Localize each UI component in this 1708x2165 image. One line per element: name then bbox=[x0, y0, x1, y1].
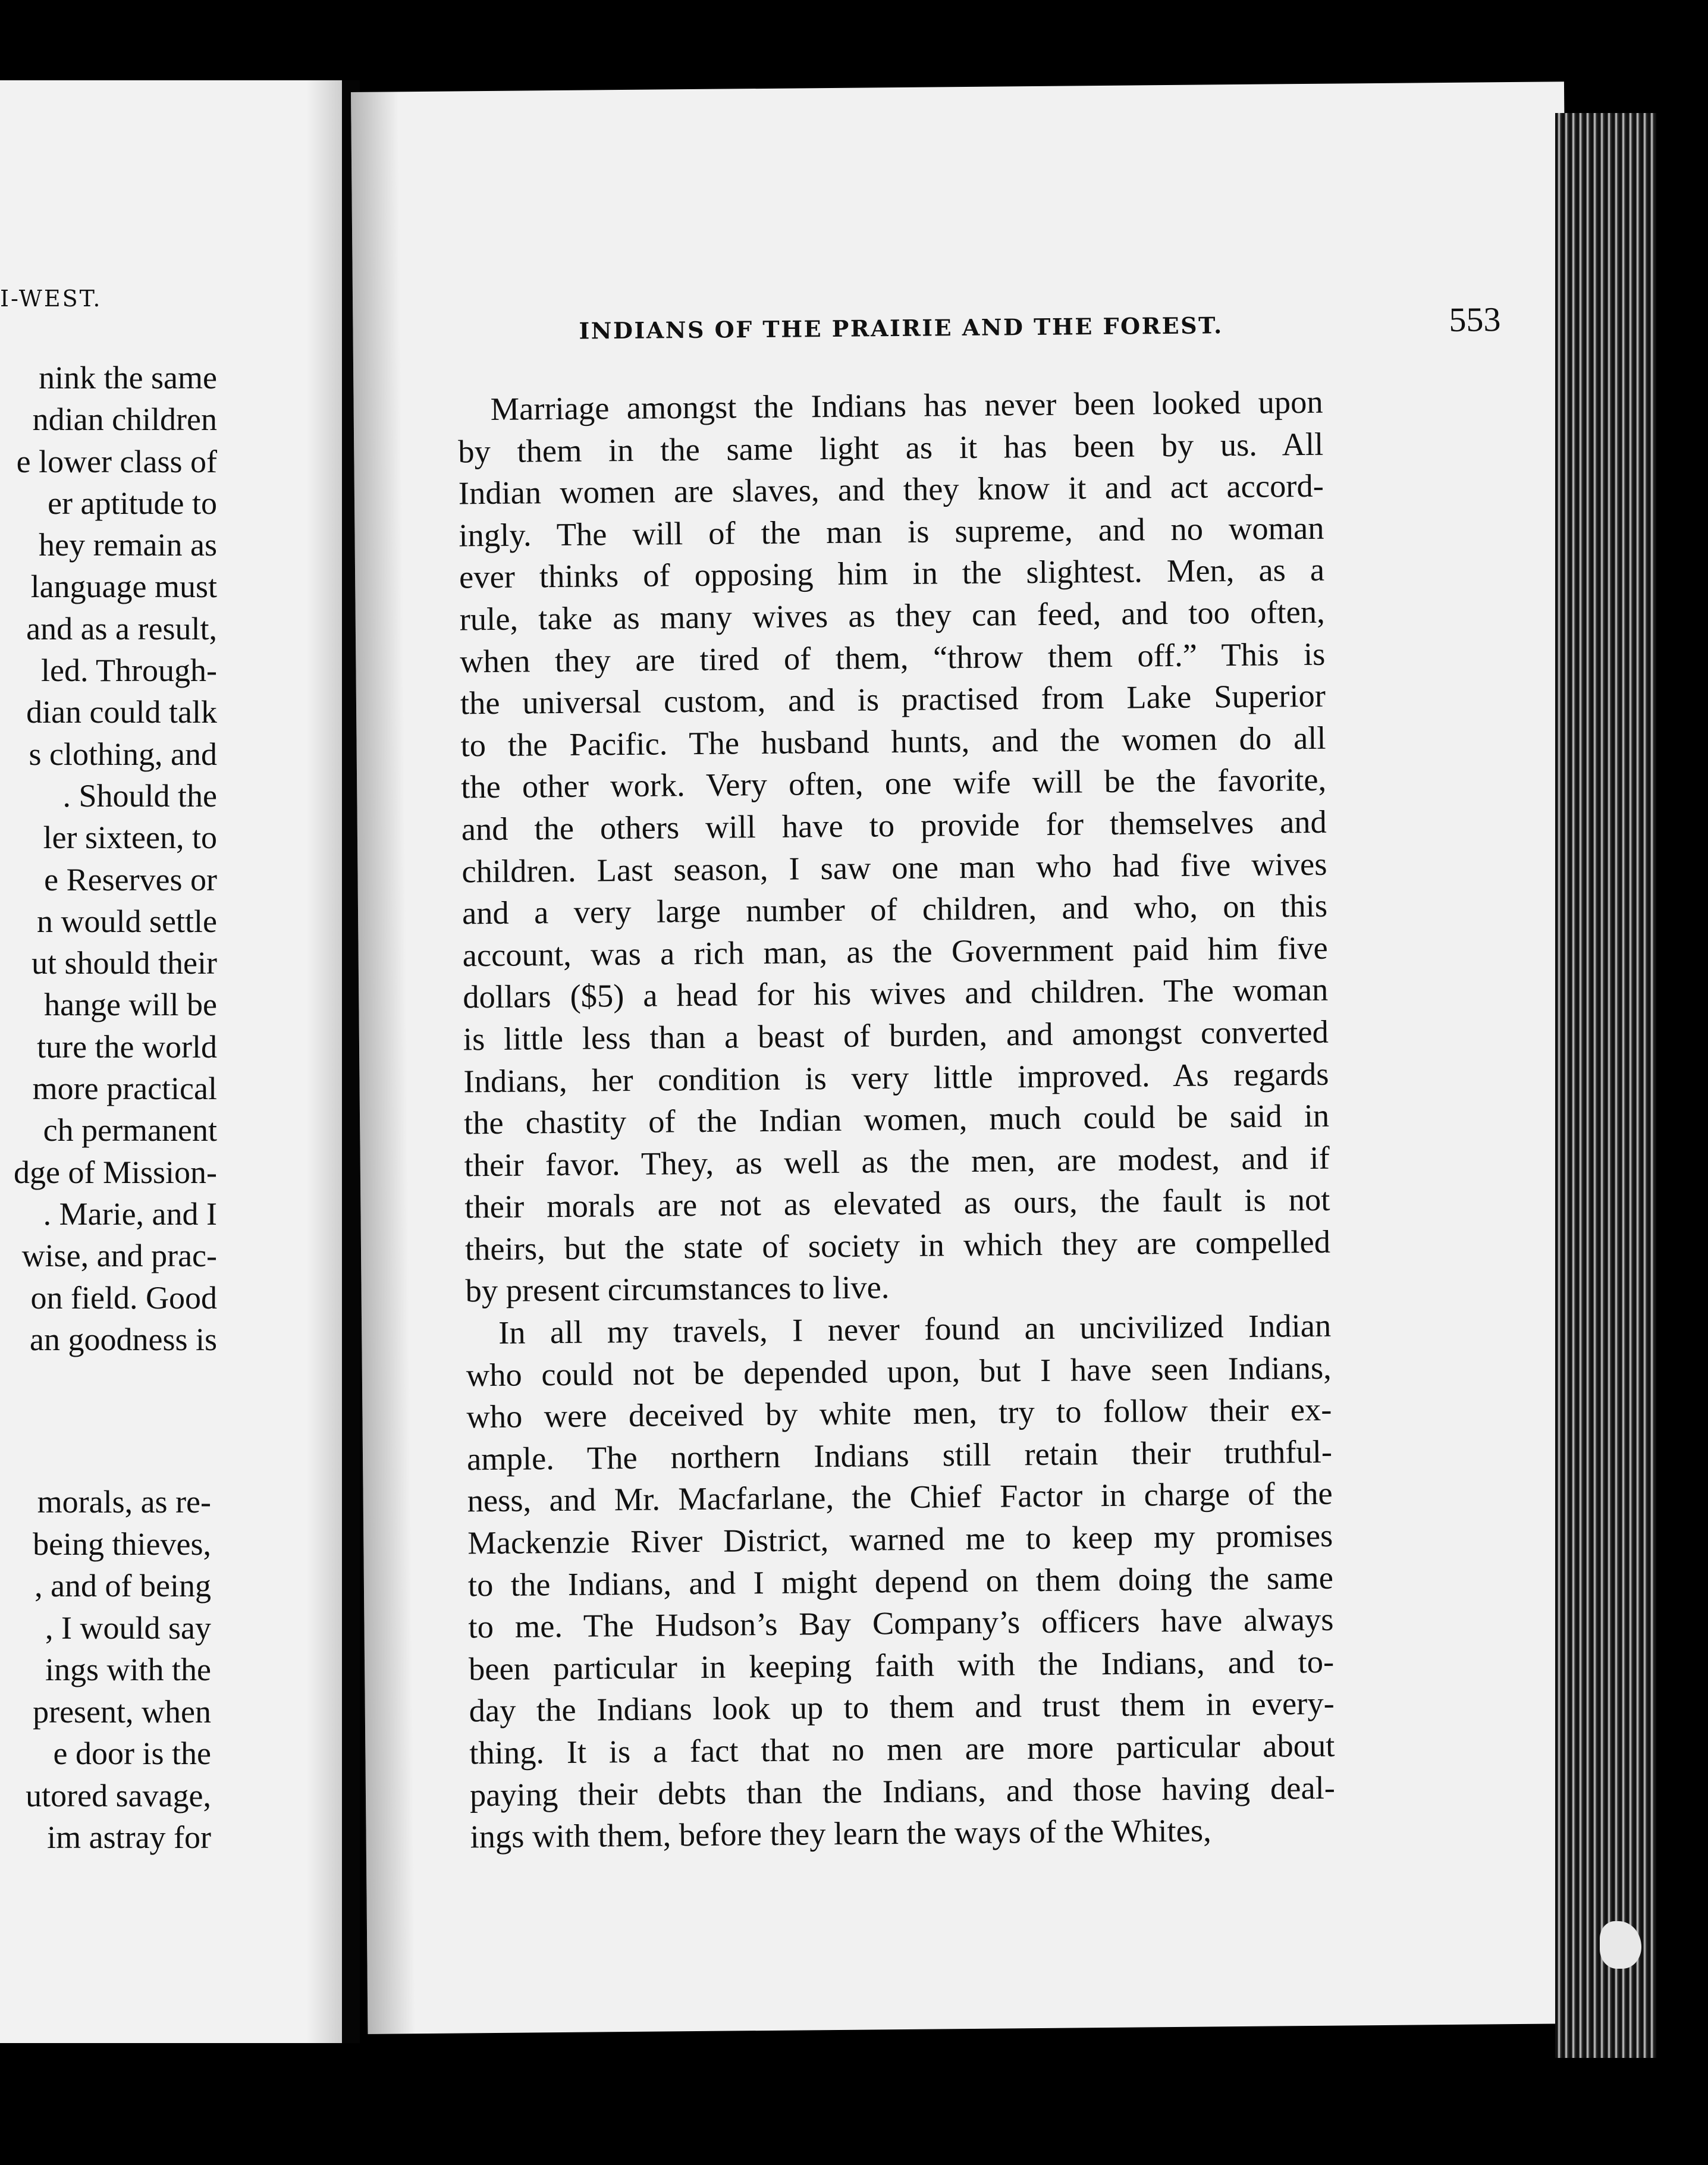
left-page-line: n would settle bbox=[37, 903, 217, 939]
left-page-line: dian could talk bbox=[26, 694, 217, 730]
left-page-line: ut should their bbox=[32, 945, 217, 981]
left-page-line: hey remain as bbox=[39, 527, 217, 563]
left-page-line: , and of being bbox=[34, 1568, 211, 1604]
body-line: ever thinks of opposing him in the slightest. Men, as a bbox=[459, 551, 1325, 595]
body-line: to the Indians, and I might depend on them doing the same bbox=[467, 1559, 1334, 1604]
gutter-shadow bbox=[306, 80, 342, 2043]
body-line: been particular in keeping faith with the Indians, and to- bbox=[468, 1643, 1335, 1687]
body-line: the chastity of the Indian women, much could be said in bbox=[463, 1097, 1330, 1141]
body-line: and the others will have to provide for themselves and bbox=[461, 803, 1327, 848]
left-page-line: er aptitude to bbox=[48, 485, 217, 521]
page-number: 553 bbox=[1449, 300, 1501, 339]
left-page-line: more practical bbox=[32, 1071, 217, 1107]
left-page-line: morals, as re- bbox=[37, 1484, 211, 1520]
body-line: day the Indians look up to them and trust them in every- bbox=[469, 1685, 1335, 1729]
body-line: ingly. The will of the man is supreme, and no woman bbox=[459, 509, 1324, 554]
body-line: who could not be depended upon, but I have seen Indians, bbox=[466, 1349, 1332, 1394]
left-page-line: ture the world bbox=[37, 1028, 217, 1065]
left-page-line: e Reserves or bbox=[44, 861, 217, 898]
body-line: account, was a rich man, as the Government paid him five bbox=[462, 929, 1328, 974]
body-line: the universal custom, and is practised from Lake Superior bbox=[460, 677, 1326, 721]
left-page-line: ndian children bbox=[32, 401, 217, 438]
body-line: ings with them, before they learn the ways of the Whites, bbox=[470, 1812, 1211, 1855]
left-running-head: I-WEST. bbox=[0, 285, 102, 312]
body-line: paying their debts than the Indians, and those having deal- bbox=[469, 1769, 1336, 1813]
left-page-line: being thieves, bbox=[33, 1526, 211, 1562]
body-line: Mackenzie River District, warned me to keep my promises bbox=[467, 1517, 1333, 1561]
left-page-line: im astray for bbox=[47, 1819, 211, 1855]
body-line: Marriage amongst the Indians has never been looked upon bbox=[490, 383, 1323, 427]
left-page-text-bottom bbox=[26, 1481, 211, 1859]
body-line: their favor. They, as well as the men, are modest, and if bbox=[464, 1139, 1330, 1184]
body-line: the other work. Very often, one wife will be the favorite, bbox=[460, 761, 1327, 805]
body-text bbox=[457, 381, 1336, 1858]
right-page bbox=[351, 81, 1581, 2034]
left-page-line: and as a result, bbox=[26, 610, 217, 647]
left-page-line: present, when bbox=[33, 1693, 211, 1730]
body-line: is little less than a beast of burden, and amongst converted bbox=[463, 1013, 1329, 1058]
left-page-line: on field. Good bbox=[30, 1279, 217, 1316]
left-page-line: language must bbox=[30, 569, 217, 605]
left-page-line: an goodness is bbox=[30, 1321, 217, 1357]
body-line: their morals are not as elevated as ours, the fault is not bbox=[464, 1181, 1330, 1225]
body-line: rule, take as many wives as they can feed, and too often, bbox=[459, 593, 1325, 638]
left-page-line: s clothing, and bbox=[29, 736, 217, 772]
left-page-line: . Marie, and I bbox=[43, 1196, 217, 1232]
body-line: by them in the same light as it has been by us. All bbox=[458, 425, 1324, 470]
left-page-line: utored savage, bbox=[26, 1777, 211, 1813]
running-head bbox=[579, 299, 1581, 347]
body-line: Indian women are slaves, and they know it and act accord- bbox=[458, 467, 1324, 512]
left-page-line: nink the same bbox=[39, 360, 217, 396]
left-page-line: ings with the bbox=[45, 1652, 211, 1687]
body-line: thing. It is a fact that no men are more particular about bbox=[469, 1727, 1335, 1771]
body-line: ness, and Mr. Macfarlane, the Chief Factor in charge of the bbox=[467, 1475, 1333, 1519]
body-line: by present circumstances to live. bbox=[465, 1269, 890, 1309]
body-line: and a very large number of children, and who, on this bbox=[461, 887, 1328, 931]
body-line: theirs, but the state of society in which they are compelled bbox=[464, 1223, 1331, 1267]
page-block-edges bbox=[1555, 113, 1656, 2058]
body-line: In all my travels, I never found an uncivilized Indian bbox=[498, 1307, 1332, 1351]
body-line: to the Pacific. The husband hunts, and the women do all bbox=[460, 719, 1326, 764]
left-page bbox=[0, 80, 342, 2043]
body-line: dollars ($5) a head for his wives and children. The woman bbox=[463, 971, 1329, 1015]
body-line: to me. The Hudson’s Bay Company’s officers have always bbox=[468, 1601, 1334, 1645]
left-page-line: . Should the bbox=[62, 777, 217, 814]
running-head-title: INDIANS OF THE PRAIRIE AND THE FOREST. bbox=[579, 312, 1223, 344]
left-page-text-top bbox=[14, 357, 217, 1360]
left-page-line: , I would say bbox=[45, 1609, 211, 1646]
left-page-line: dge of Mission- bbox=[14, 1154, 217, 1190]
left-page-line: ch permanent bbox=[43, 1112, 217, 1149]
body-line: who were deceived by white men, try to follow their ex- bbox=[466, 1391, 1332, 1435]
left-page-line: e lower class of bbox=[16, 443, 217, 479]
binding-shadow bbox=[351, 92, 415, 2034]
left-page-line: led. Through- bbox=[41, 652, 217, 689]
left-page-line: wise, and prac- bbox=[21, 1238, 217, 1274]
body-line: Indians, her condition is very little improved. As regards bbox=[463, 1055, 1329, 1099]
body-line: ample. The northern Indians still retain their truthful- bbox=[466, 1433, 1333, 1477]
left-page-line: hange will be bbox=[44, 987, 217, 1023]
body-line: when they are tired of them, “throw them off.” This is bbox=[460, 635, 1326, 679]
body-line: children. Last season, I saw one man who had five wives bbox=[461, 845, 1327, 889]
left-page-line: ler sixteen, to bbox=[43, 820, 217, 856]
left-page-line: e door is the bbox=[53, 1736, 211, 1771]
